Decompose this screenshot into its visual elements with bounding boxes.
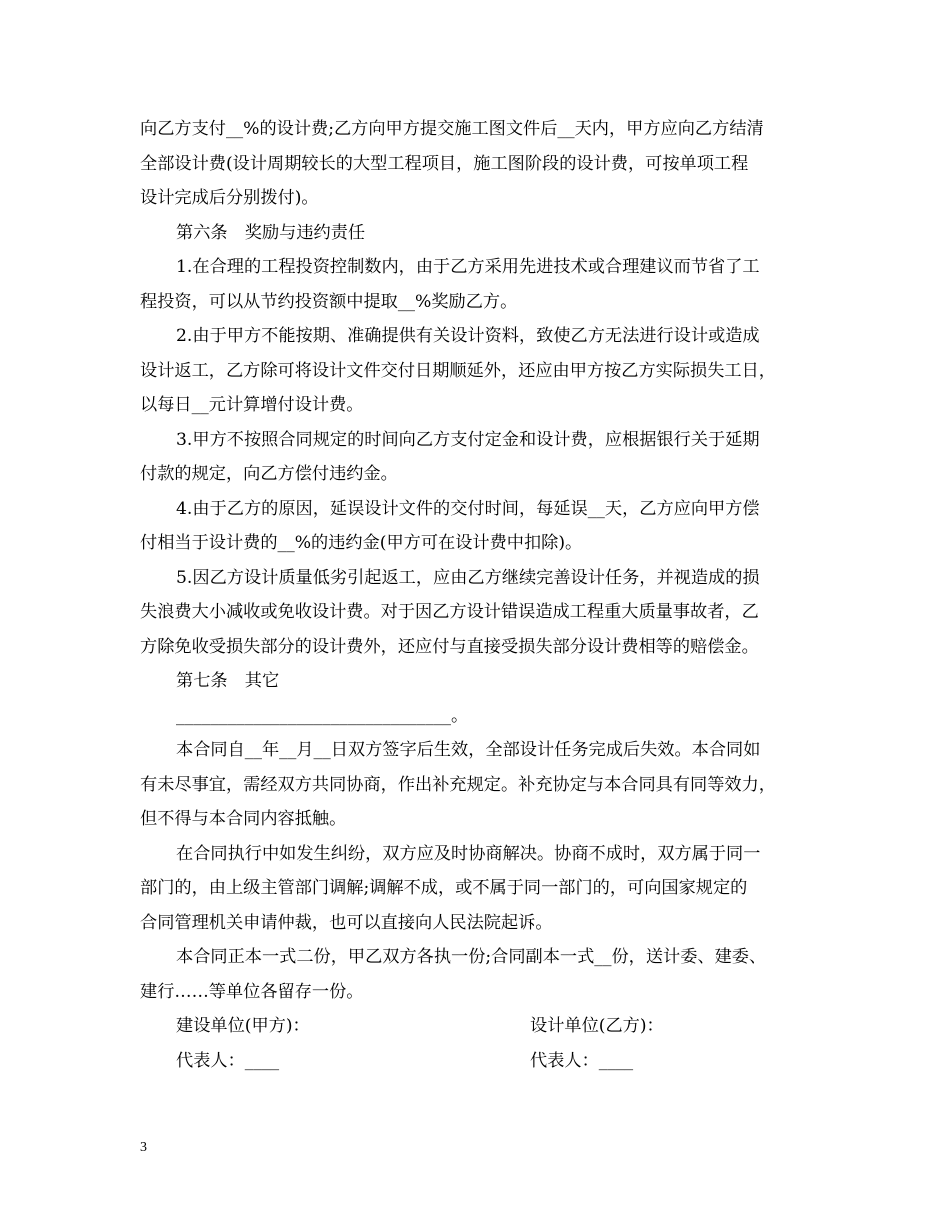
paragraph-line: 全部设计费(设计周期较长的大型工程项目，施工图阶段的设计费，可按单项工程 — [140, 153, 749, 174]
paragraph-line: 设计返工，乙方除可将设计文件交付日期顺延外，还应由甲方按乙方实际损失工日， — [140, 360, 776, 381]
party-b-unit-label: 设计单位(乙方)： — [530, 1016, 664, 1036]
article-heading: 第七条 其它 — [176, 671, 280, 691]
paragraph-line: 设计完成后分别拨付)。 — [140, 188, 319, 208]
party-a-unit-label: 建设单位(甲方)： — [176, 1016, 310, 1036]
paragraph-line: 向乙方支付__%的设计费;乙方向甲方提交施工图文件后__天内，甲方应向乙方结清 — [140, 119, 764, 139]
paragraph-line: 合同管理机关申请仲裁，也可以直接向人民法院起诉。 — [140, 912, 553, 933]
party-b-representative-label: 代表人：____ — [530, 1050, 634, 1071]
party-a-representative-label: 代表人：____ — [176, 1050, 280, 1071]
paragraph-line: 付款的规定，向乙方偿付违约金。 — [140, 464, 398, 484]
paragraph-line: 本合同自__年__月__日双方签字后生效，全部设计任务完成后失效。本合同如 — [176, 740, 761, 760]
paragraph-line: 1.在合理的工程投资控制数内，由于乙方采用先进技术或合理建议而节省了工 — [176, 257, 760, 277]
paragraph-line: 有未尽事宜，需经双方共同协商，作出补充规定。补充协定与本合同具有同等效力， — [140, 774, 776, 795]
page-number: 3 — [140, 1140, 147, 1155]
paragraph-line: 本合同正本一式二份，甲乙双方各执一份;合同副本一式__份，送计委、建委、 — [176, 947, 767, 967]
blank-fill-line: ________________________________。 — [176, 705, 469, 726]
paragraph-line: 3.甲方不按照合同规定的时间向乙方支付定金和设计费，应根据银行关于延期 — [176, 429, 760, 450]
paragraph-line: 5.因乙方设计质量低劣引起返工，应由乙方继续完善设计任务，并视造成的损 — [176, 567, 760, 588]
paragraph-line: 程投资，可以从节约投资额中提取__%奖励乙方。 — [140, 291, 518, 312]
paragraph-line: 4.由于乙方的原因，延误设计文件的交付时间，每延误__天，乙方应向甲方偿 — [176, 498, 760, 519]
paragraph-line: 在合同执行中如发生纠纷，双方应及时协商解决。协商不成时，双方属于同一 — [176, 843, 761, 864]
article-heading: 第六条 奖励与违约责任 — [176, 222, 366, 243]
paragraph-line: 2.由于甲方不能按期、准确提供有关设计资料，致使乙方无法进行设计或造成 — [176, 326, 760, 346]
paragraph-line: 但不得与本合同内容抵触。 — [140, 809, 347, 829]
paragraph-line: 部门的，由上级主管部门调解;调解不成，或不属于同一部门的，可向国家规定的 — [140, 878, 748, 898]
contract-body — [140, 112, 825, 1078]
signature-row-representatives — [140, 1044, 825, 1079]
signature-row-units — [140, 1009, 825, 1044]
paragraph-line: 方除免收受损失部分的设计费外，还应付与直接受损失部分设计费相等的赔偿金。 — [140, 636, 759, 657]
paragraph-line: 失浪费大小减收或免收设计费。对于因乙方设计错误造成工程重大质量事故者，乙 — [140, 602, 759, 622]
paragraph-line: 付相当于设计费的__%的违约金(甲方可在设计费中扣除)。 — [140, 533, 583, 553]
paragraph-line: 建行……等单位各留存一份。 — [140, 981, 364, 1002]
paragraph-line: 以每日__元计算增付设计费。 — [140, 395, 364, 415]
